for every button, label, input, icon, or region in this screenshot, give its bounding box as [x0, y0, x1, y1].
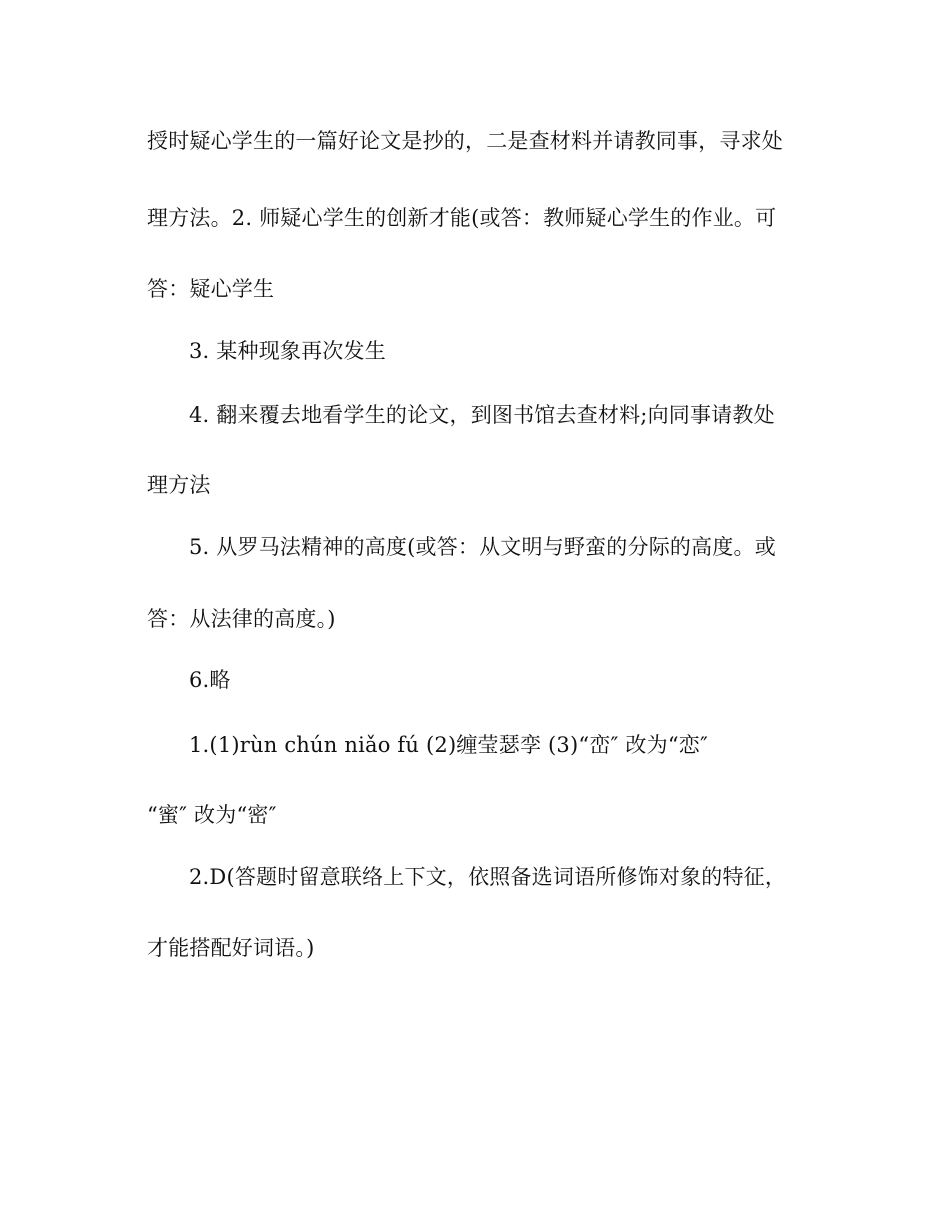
text-line-2: 理方法。2. 师疑心学生的创新才能(或答：教师疑心学生的作业。可 [147, 206, 777, 230]
text-line-10: 1.(1)rùn chún niǎo fú (2)缠莹瑟孪 (3)“峦″ 改为“恋″ [189, 733, 709, 757]
text-line-7: 5. 从罗马法精神的高度(或答：从文明与野蛮的分际的高度。或 [189, 535, 776, 559]
text-line-9: 6.略 [189, 668, 231, 692]
text-line-11: “蜜″ 改为“密″ [147, 803, 277, 827]
text-line-1: 授时疑心学生的一篇好论文是抄的，二是查材料并请教同事，寻求处 [147, 129, 783, 153]
text-line-12: 2.D(答题时留意联络上下文，依照备选词语所修饰对象的特征， [189, 865, 787, 889]
text-line-6: 理方法 [147, 473, 211, 497]
text-line-4: 3. 某种现象再次发生 [189, 339, 386, 363]
text-line-13: 才能搭配好词语。) [147, 936, 315, 960]
text-line-8: 答：从法律的高度。) [147, 607, 336, 631]
text-line-3: 答：疑心学生 [147, 277, 275, 301]
text-line-5: 4. 翻来覆去地看学生的论文，到图书馆去查材料;向同事请教处 [189, 403, 775, 427]
